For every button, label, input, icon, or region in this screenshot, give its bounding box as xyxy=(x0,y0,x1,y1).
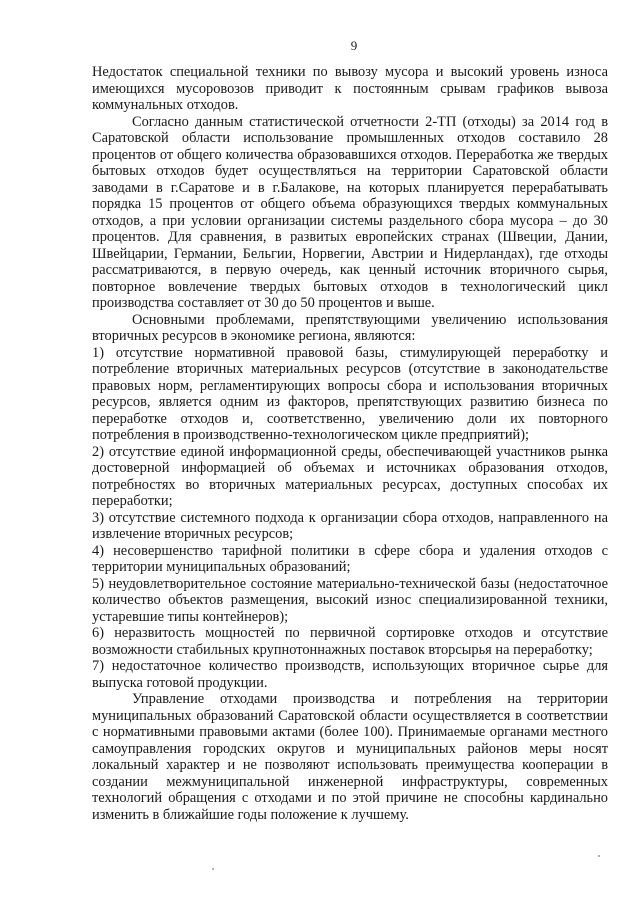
list-item: 7) недостаточное количество производств, использующих вторичное сырье для выпуска готовой продукции. xyxy=(92,658,608,691)
page-number: 9 xyxy=(350,38,358,53)
list-item: 5) неудовлетворительное состояние материально-технической базы (недостаточное количество объектов размещения, высокий износ специализированной техники, устаревшие типы контейнеров); xyxy=(92,575,608,625)
list-item: 2) отсутствие единой информационной среды, обеспечивающей участников рынка достоверной информацией об объемах и источниках образования отходов, потребностях во вторичных материальных ресурсах, доступных способах их переработки; xyxy=(92,443,608,509)
paragraph: Управление отходами производства и потребления на территории муниципальных образований Саратовской области осуществляется в соответствии с нормативными правовыми актами (более 100). Принимаемые органами местного самоуправления городских округов и муниципальных районов меры носят локальный характер и не позволяют использовать преимущества кооперации в создании межмуниципальной инженерной инфраструктуры, современных технологий обращения с отходами и по этой причине не способны кардинально изменить в ближайшие годы положение к лучшему. xyxy=(92,691,608,823)
paragraph: Согласно данным статистической отчетности 2-ТП (отходы) за 2014 год в Саратовской области использование промышленных отходов составило 28 процентов от общего количества образовавшихся отходов. Переработка же твердых бытовых отходов будет осуществляться на территории Саратовской области заводами в г.Саратове и в г.Балакове, на которых планируется перерабатывать порядка 15 процентов от общего объема образующихся твердых коммунальных отходов, а при условии организации системы раздельного сбора мусора – до 30 процентов. Для сравнения, в развитых европейских странах (Швеции, Дании, Швейцарии, Германии, Бельгии, Норвегии, Австрии и Нидерландах), где отходы рассматриваются, в первую очередь, как ценный источник вторичного сырья, повторное вовлечение твердых бытовых отходов в технологический цикл производства составляет от 30 до 50 процентов и выше. xyxy=(92,113,608,311)
paragraph: Основными проблемами, препятствующими увеличению использования вторичных ресурсов в экономике региона, являются: xyxy=(92,311,608,344)
paragraph: Недостаток специальной техники по вывозу мусора и высокий уровень износа имеющихся мусоровозов приводит к постоянным срывам графиков вывоза коммунальных отходов. xyxy=(92,64,608,113)
document-body xyxy=(92,64,608,823)
scan-speck xyxy=(598,855,600,857)
scan-speck xyxy=(212,868,214,870)
list-item: 6) неразвитость мощностей по первичной сортировке отходов и отсутствие возможности стабильных крупнотоннажных поставок вторсырья на переработку; xyxy=(92,625,608,658)
list-item: 3) отсутствие системного подхода к организации сбора отходов, направленного на извлечение вторичных ресурсов; xyxy=(92,509,608,542)
list-item: 1) отсутствие нормативной правовой базы, стимулирующей переработку и потребление вторичных материальных ресурсов (отсутствие в законодательстве правовых норм, регламентирующих вопросы сбора и использования вторичных ресурсов, является одним из факторов, препятствующих развитию бизнеса по переработке отходов и, соответственно, увеличению доли их повторного потребления в производственно-технологическом цикле предприятий); xyxy=(92,344,608,443)
list-item: 4) несовершенство тарифной политики в сфере сбора и удаления отходов с территории муниципальных образований; xyxy=(92,542,608,575)
